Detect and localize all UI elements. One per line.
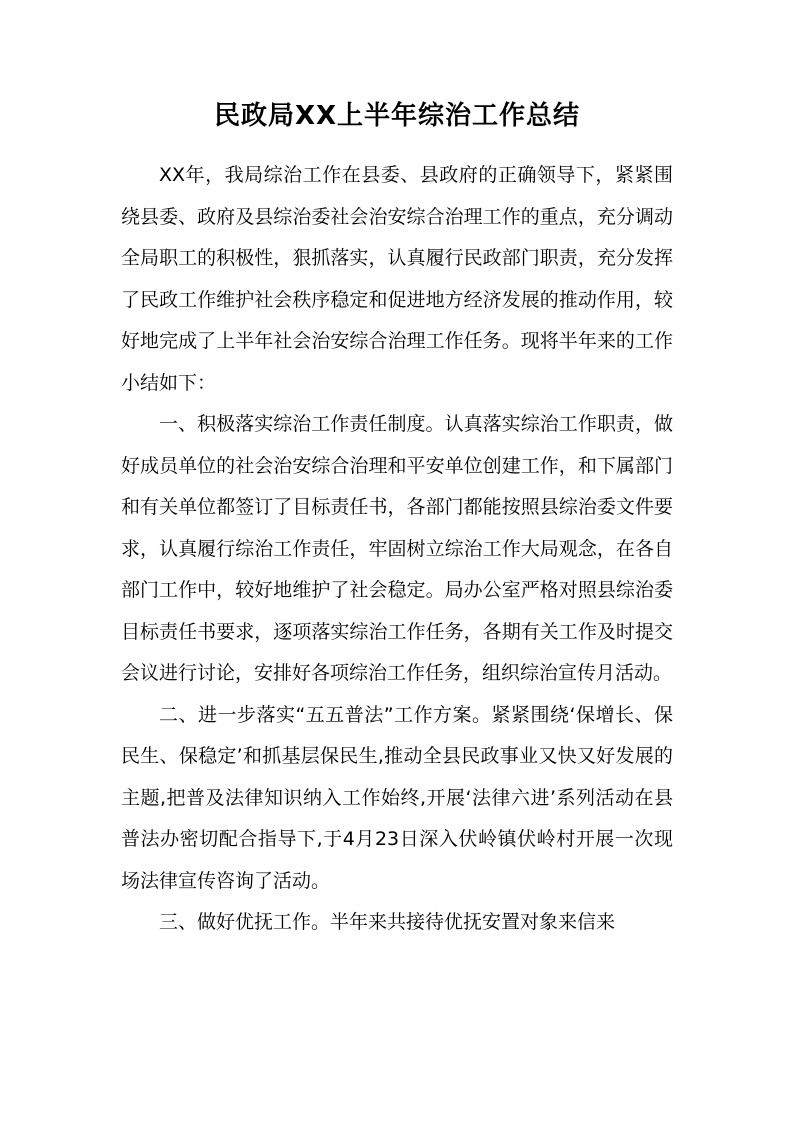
paragraph-section-3: 三、做好优抚工作。半年来共接待优抚安置对象来信来 xyxy=(159,911,616,933)
paragraph-section-1: 一、积极落实综治工作责任制度。认真落实综治工作职责，做好成员单位的社会治安综合治理和平安单位创建工作，和下属部门和有关单位都签订了目标责任书，各部门都能按照县综治委文件要求，认真履行综治工作责任，牢固树立综治工作大局观念，在各自部门工作中，较好地维护了社会稳定。局办公室严格对照县综治委目标责任书要求，逐项落实综治工作任务，各期有关工作及时提交会议进行讨论，安排好各项综治工作任务，组织综治宣传月活动。 xyxy=(121,413,673,684)
paragraph-section-2: 二、进一步落实“五五普法”工作方案。紧紧围绕‘保增长、保民生、保稳定’和抓基层保民生,推动全县民政事业又快又好发展的主题,把普及法律知识纳入工作始终,开展‘法律六进’系列活动在县普法办密切配合指导下,于4月23日深入伏岭镇伏岭村开展一次现场法律宣传咨询了活动。 xyxy=(121,703,673,892)
paragraph-intro: XX年，我局综治工作在县委、县政府的正确领导下，紧紧围绕县委、政府及县综治委社会治安综合治理工作的重点，充分调动全局职工的积极性，狠抓落实，认真履行民政部门职责，充分发挥了民政工作维护社会秩序稳定和促进地方经济发展的推动作用，较好地完成了上半年社会治安综合治理工作任务。现将半年来的工作小结如下： xyxy=(121,164,673,394)
document-title: 民政局XX上半年综治工作总结 xyxy=(213,101,581,131)
document-body xyxy=(121,155,673,944)
